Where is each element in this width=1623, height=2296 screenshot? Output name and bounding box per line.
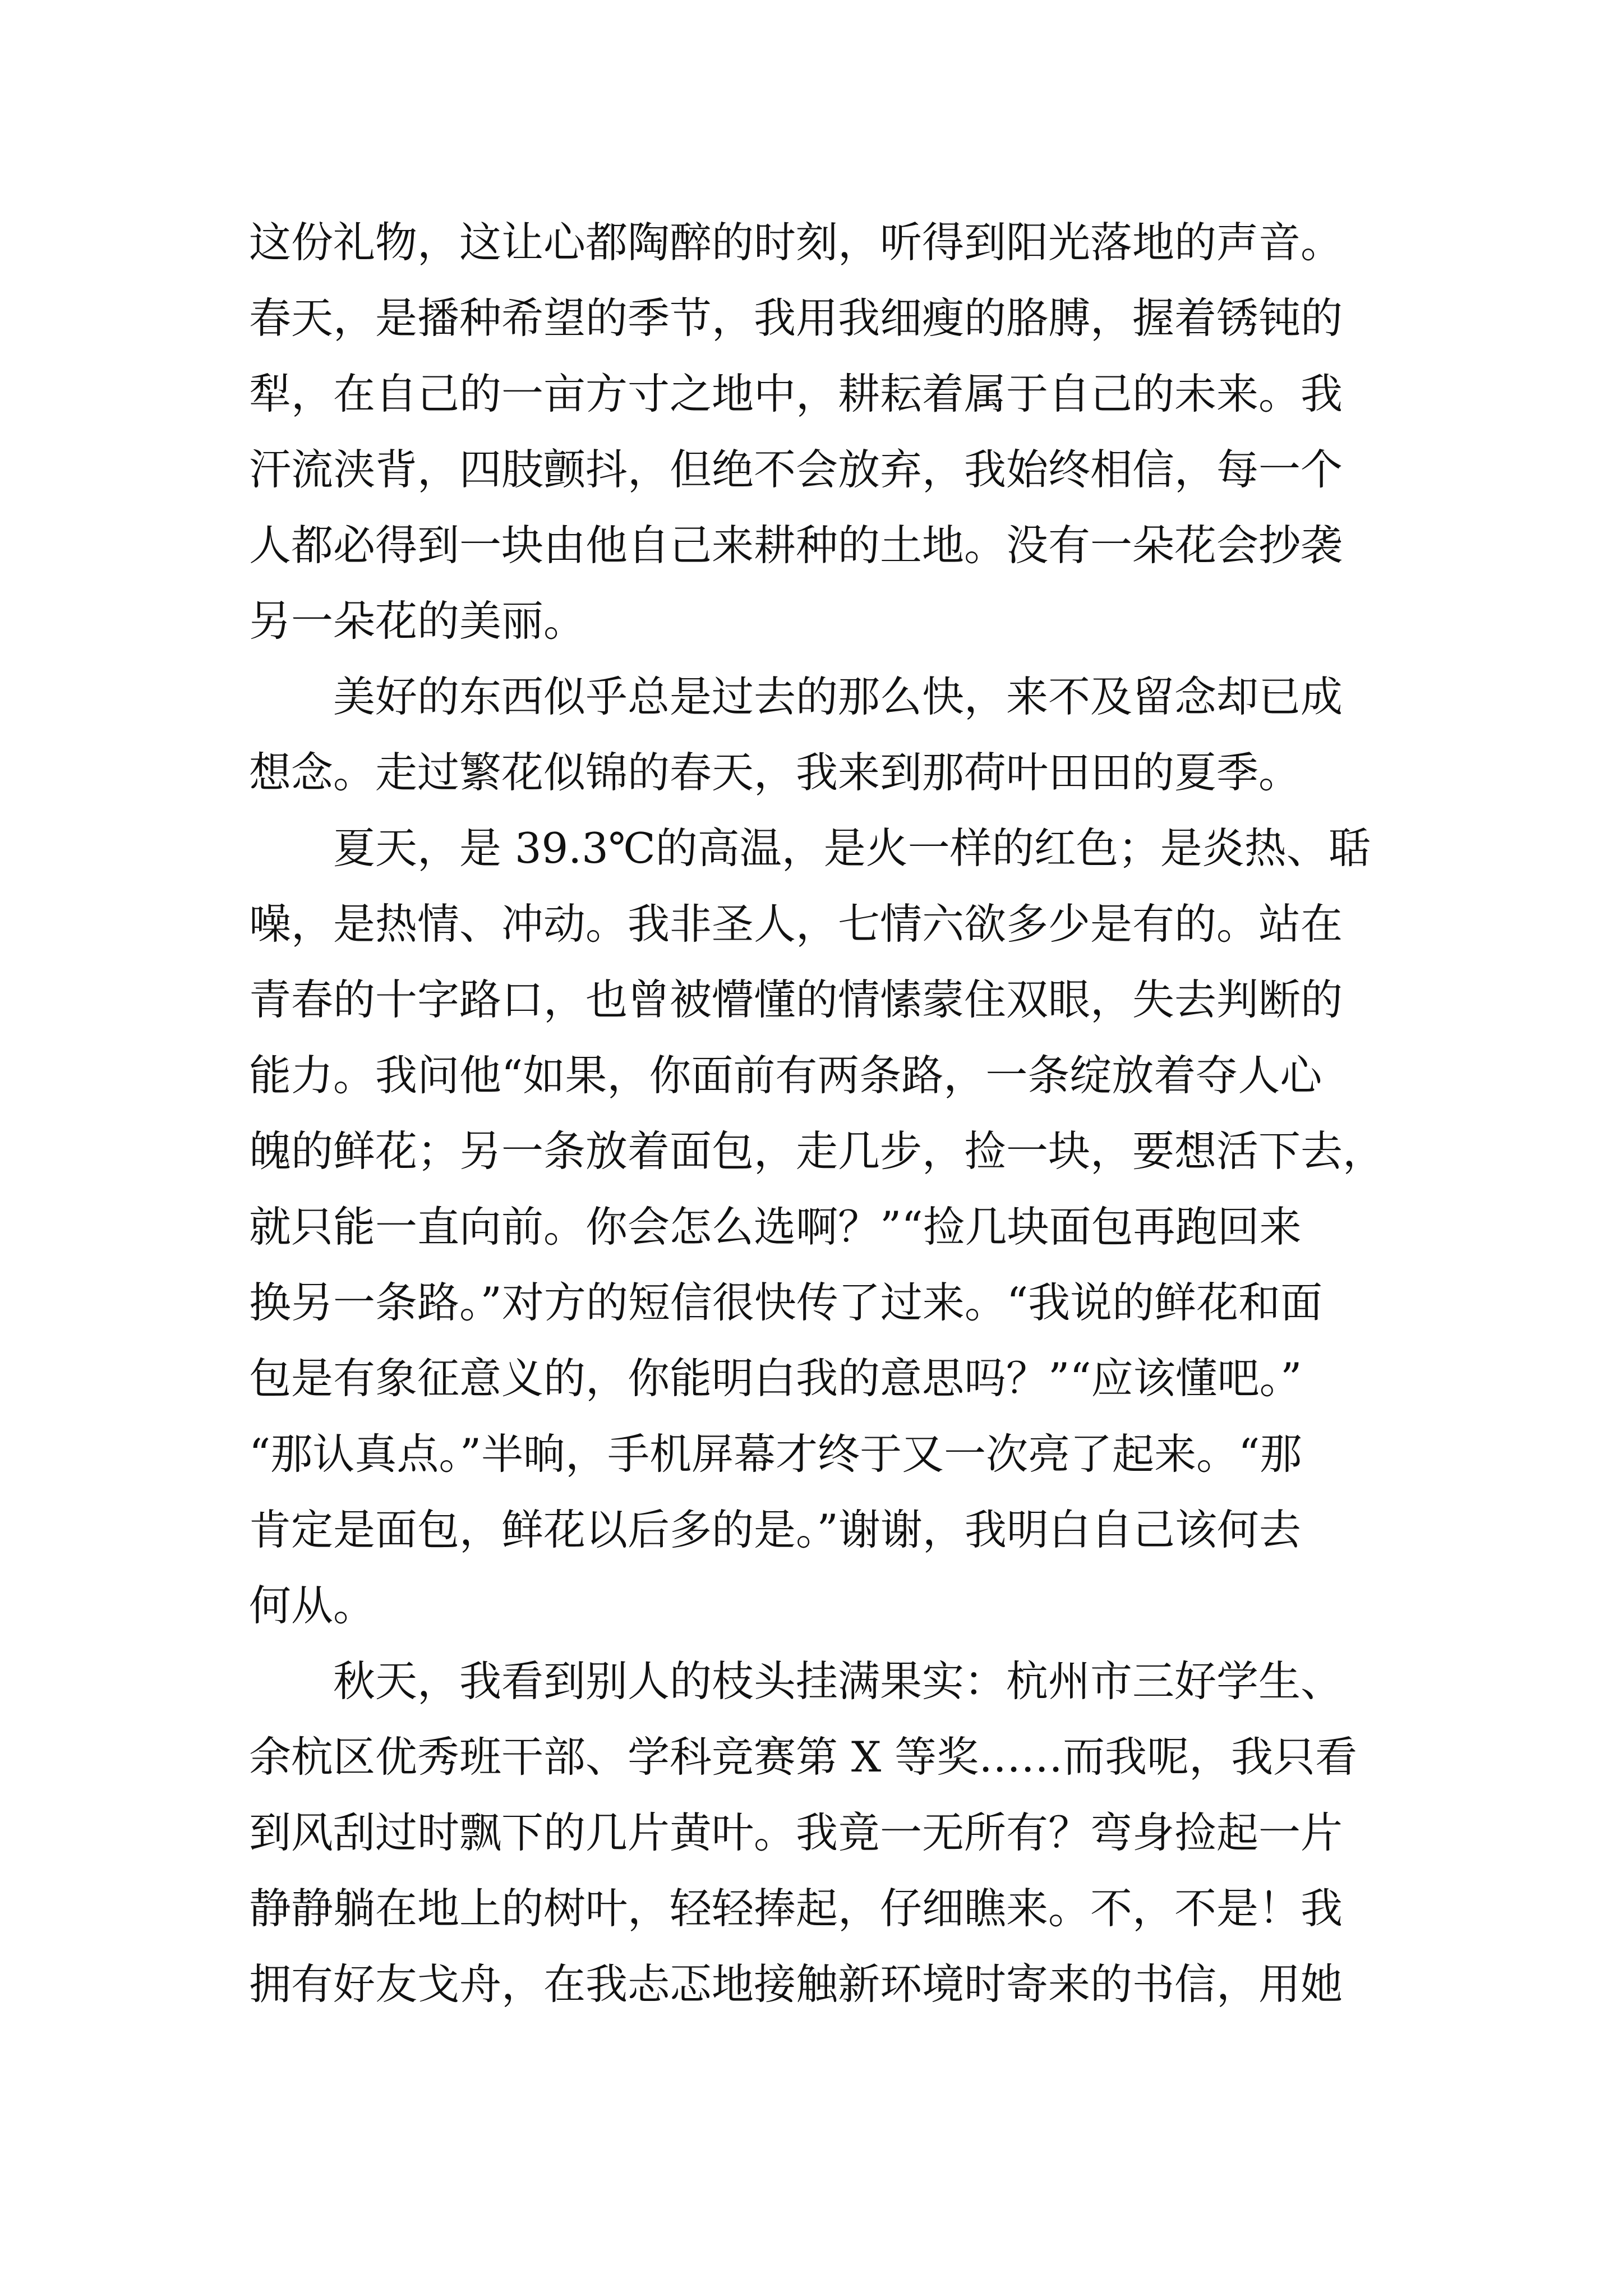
- text-line: 犁，在自己的一亩方寸之地中，耕耘着属于自己的未来。我: [249, 369, 1343, 418]
- text-line: 噪，是热情、冲动。我非圣人，七情六欲多少是有的。站在: [249, 899, 1343, 949]
- text-line: “那认真点。”半晌，手机屏幕才终于又一次亮了起来。“那: [249, 1429, 1302, 1479]
- text-line: 何从。: [249, 1581, 376, 1630]
- text-line: 人都必得到一块由他自己来耕种的土地。没有一朵花会抄袭: [249, 521, 1343, 570]
- text-line: 换另一条路。”对方的短信很快传了过来。“我说的鲜花和面: [249, 1278, 1323, 1327]
- text-line: 静静躺在地上的树叶，轻轻捧起，仔细瞧来。不，不是！我: [249, 1884, 1343, 1933]
- paragraph-first-line: 夏天，是 39.3℃的高温，是火一样的红色；是炎热、聒: [333, 823, 1371, 873]
- essay-body: [249, 205, 1404, 2022]
- text-line: 青春的十字路口，也曾被懵懂的情愫蒙住双眼，失去判断的: [249, 975, 1343, 1024]
- text-line: 汗流浃背，四肢颤抖，但绝不会放弃，我始终相信，每一个: [249, 445, 1343, 494]
- text-line: 包是有象征意义的，你能明白我的意思吗？”“应该懂吧。”: [249, 1354, 1302, 1403]
- text-line: 拥有好友戈舟，在我忐忑地接触新环境时寄来的书信，用她: [249, 1959, 1343, 2009]
- text-line: 想念。走过繁花似锦的春天，我来到那荷叶田田的夏季。: [249, 748, 1301, 797]
- paragraph-first-line: 美好的东西似乎总是过去的那么快，来不及留念却已成: [333, 672, 1343, 721]
- text-line: 到风刮过时飘下的几片黄叶。我竟一无所有？弯身捡起一片: [249, 1808, 1343, 1857]
- text-line: 春天，是播种希望的季节，我用我细瘦的胳膊，握着锈钝的: [249, 293, 1343, 343]
- text-line: 余杭区优秀班干部、学科竞赛第 X 等奖……而我呢，我只看: [249, 1732, 1358, 1782]
- text-line: 另一朵花的美丽。: [249, 596, 586, 646]
- text-line: 就只能一直向前。你会怎么选啊？”“捡几块面包再跑回来: [249, 1202, 1302, 1251]
- text-line: 魄的鲜花；另一条放着面包，走几步，捡一块，要想活下去，: [249, 1126, 1385, 1176]
- text-line: 能力。我问他“如果，你面前有两条路，一条绽放着夺人心: [249, 1051, 1322, 1100]
- text-line: 肯定是面包，鲜花以后多的是。”谢谢，我明白自己该何去: [249, 1505, 1301, 1554]
- paragraph-first-line: 秋天，我看到别人的枝头挂满果实：杭州市三好学生、: [333, 1657, 1343, 1706]
- text-line: 这份礼物，这让心都陶醉的时刻，听得到阳光落地的声音。: [249, 218, 1343, 267]
